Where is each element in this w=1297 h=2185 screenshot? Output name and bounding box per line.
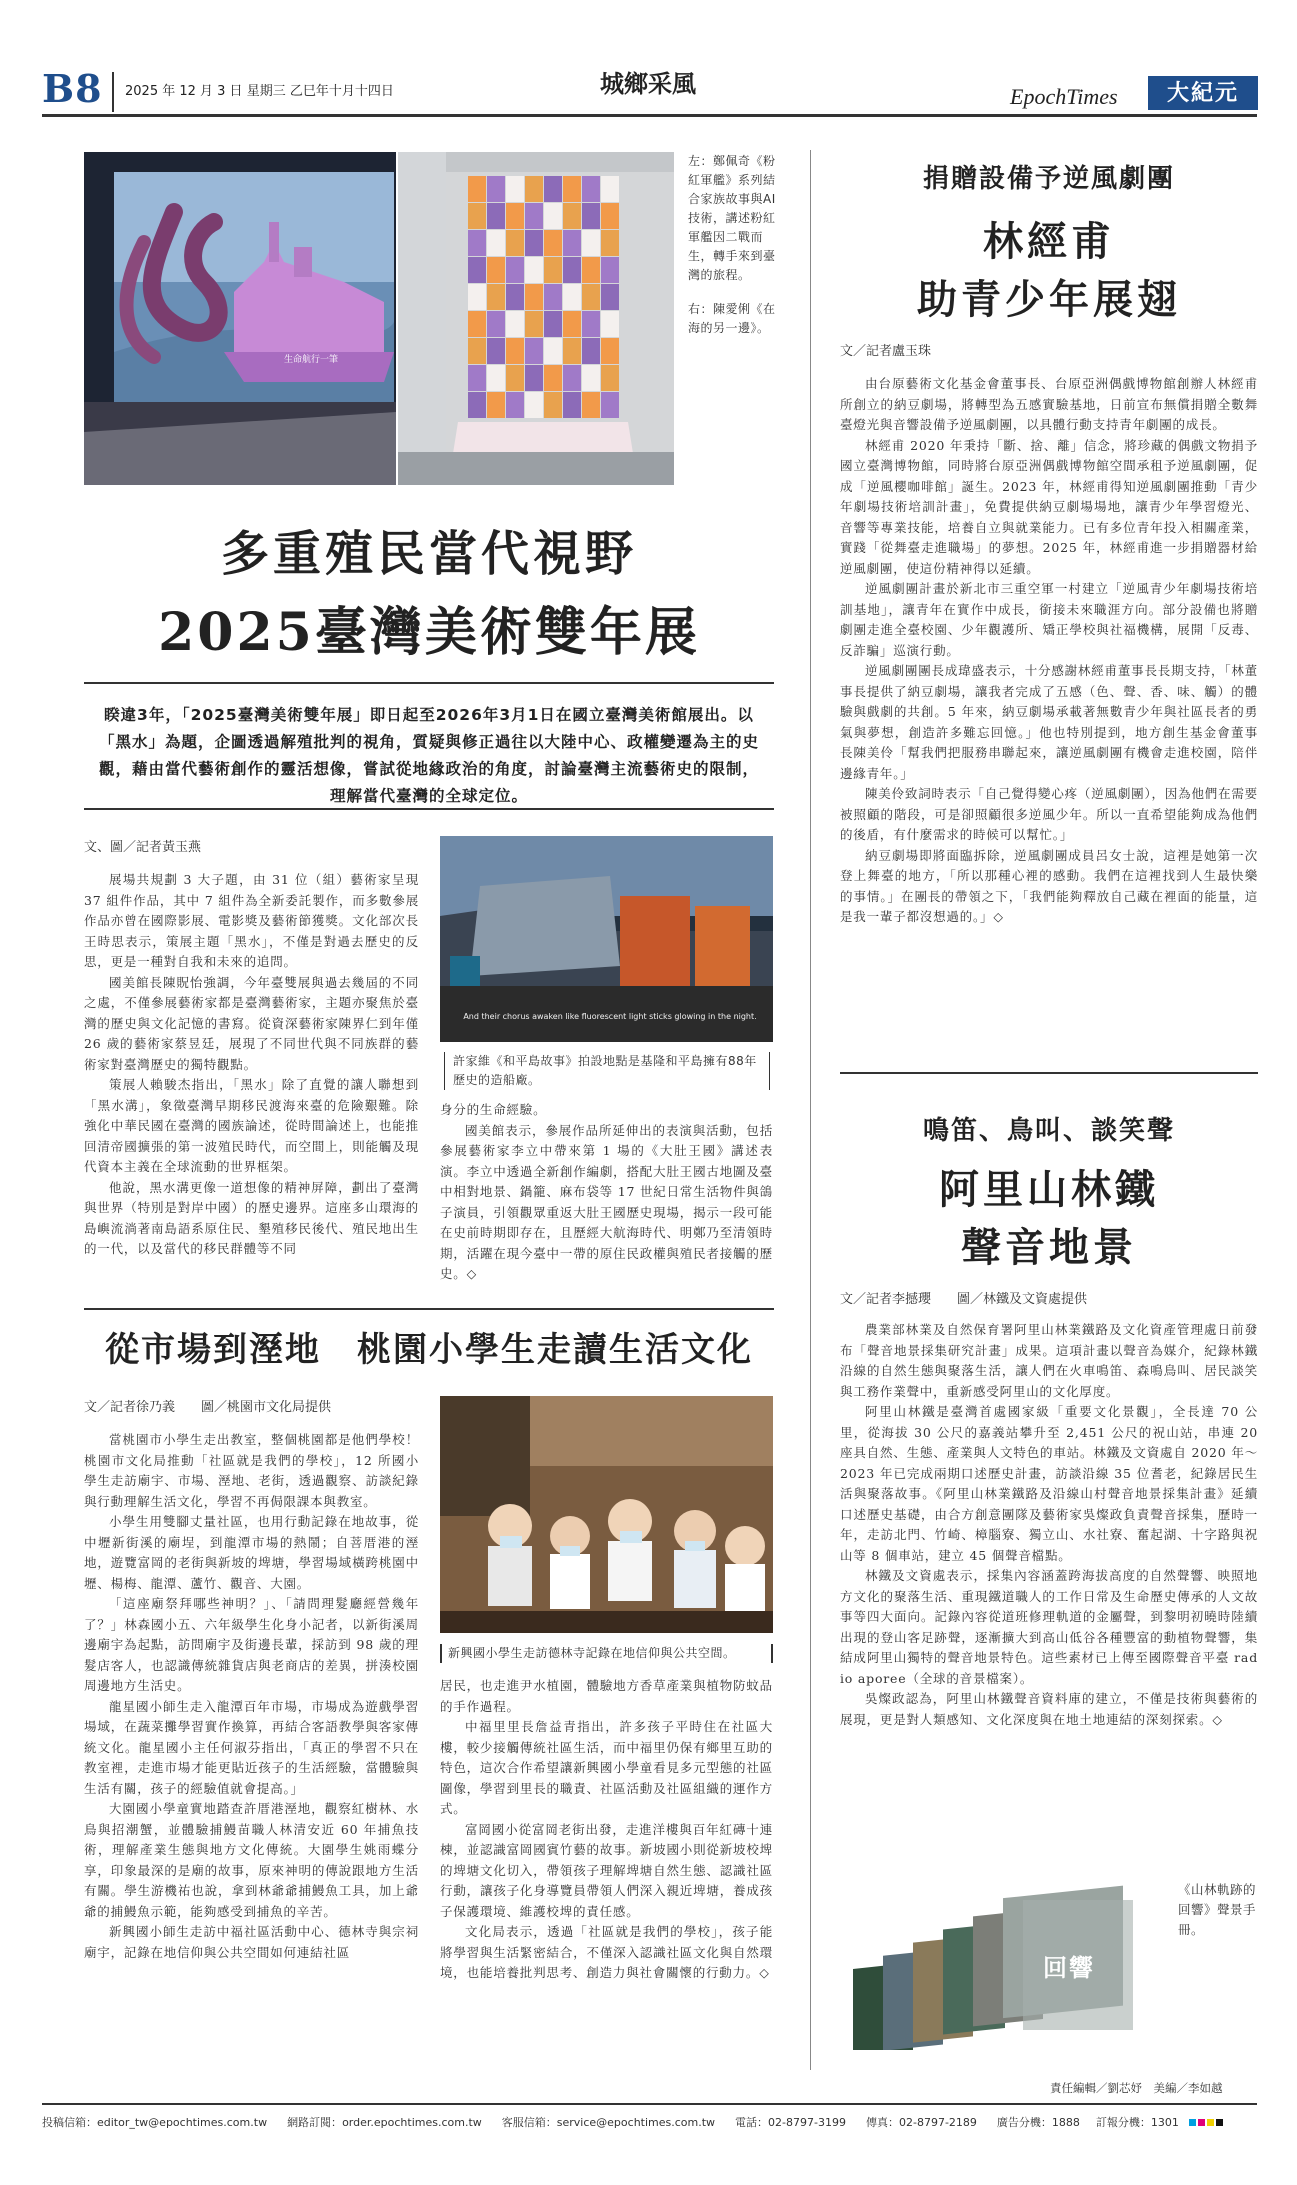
school-title: 從市場到溼地 桃園小學生走讀生活文化	[105, 1330, 753, 1370]
quilt-cell	[563, 203, 581, 229]
footer-service-label: 客服信箱：	[501, 2116, 557, 2129]
theater-title-line1: 林經甫	[983, 218, 1115, 265]
quilt-cell	[525, 230, 543, 256]
paragraph: 文化局表示，透過「社區就是我們的學校」，孩子能將學習與生活緊密結合，不僅深入認識社區文化與自然環境，也能培養批判思考、創造力與社會關懷的行動力。◇	[440, 1924, 773, 1980]
quilt-cell	[506, 311, 524, 337]
editor-credits: 責任編輯／劉芯妤 美編／李如越	[1050, 2081, 1223, 2095]
quilt-cell	[506, 257, 524, 283]
school-column-2	[440, 1676, 773, 1984]
quilt-cell	[487, 176, 505, 202]
quilt-cell	[601, 203, 619, 229]
quilt-cell	[506, 284, 524, 310]
quilt-cell	[506, 230, 524, 256]
paragraph: 林鐵及文資處表示，採集內容涵蓋跨海拔高度的自然聲響、映照地方文化的聚落生活、重現鐵道職人的工作日常及生命歷史傳承的人文故事等四大面向。記錄內容從道班修理軌道的金屬聲，到黎明初曉時陸續出現的登山客足跡聲，逐漸擴大到高山低谷各種豐富的動植物聲響，集結成阿里山獨特的聲音地景特色。這些素材已上傳至國際聲音平臺 radio aporee（全球的音景檔案）。	[840, 1568, 1258, 1686]
issue-date: 2025 年 12 月 3 日 星期三 乙巳年十月十四日	[125, 84, 394, 99]
quilt-cell	[468, 392, 486, 418]
photo-caption-left: 左：鄭佩奇《粉紅軍艦》系列結合家族故事與AI技術，講述粉紅軍艦因二戰而生，轉手來到臺灣的旅程。	[688, 154, 776, 282]
quilt-cell	[582, 392, 600, 418]
section-name: 城鄉采風	[600, 69, 696, 98]
paragraph: 策展人賴駿杰指出，「黑水」除了直覺的讓人聯想到「黑水溝」，象徵臺灣早期移民渡海來臺的危險艱難。除強化中華民國在臺灣的國族論述，從時間論述上，也能推回清帝國擴張的第一波殖民時代，而空間上，則能觸及現代資本主義在全球流動的世界框架。	[84, 1077, 419, 1174]
quilt-cell	[487, 392, 505, 418]
footer-fax: 02-8797-2189	[898, 2115, 977, 2129]
color-register-marks	[1189, 2119, 1223, 2126]
quilt-cell	[544, 176, 562, 202]
quilt-cell	[468, 365, 486, 391]
students-caption: 新興國小學生走訪德林寺記錄在地信仰與公共空間。	[440, 1644, 773, 1663]
quilt-cell	[525, 176, 543, 202]
paragraph: 身分的生命經驗。	[440, 1102, 547, 1117]
quilt-cell	[563, 176, 581, 202]
paragraph: 當桃園市小學生走出教室，整個桃園都是他們學校！桃園市文化局推動「社區就是我們的學校」，12 所國小學生走訪廟宇、市場、溼地、老街，透過觀察、訪談紀錄與行動理解生活文化，學習不再侷限課本與教室。	[84, 1432, 419, 1509]
quilt-cell	[601, 392, 619, 418]
quilt-cell	[582, 311, 600, 337]
quilt-cell	[525, 284, 543, 310]
paragraph: 農業部林業及自然保育署阿里山林業鐵路及文化資產管理處日前發布「聲音地景採集研究計畫」成果。這項計畫以聲音為媒介，紀錄林鐵沿線的自然生態與聚落生活，讓人們在火車鳴笛、森鳴鳥叫、居民談笑與工務作業聲中，重新感受阿里山的文化厚度。	[840, 1322, 1258, 1399]
quilt-cell	[563, 257, 581, 283]
quilt-cell	[544, 257, 562, 283]
quilt-cell	[544, 365, 562, 391]
railway-body	[840, 1320, 1258, 1730]
quilt-cell	[601, 284, 619, 310]
quilt-cell	[601, 257, 619, 283]
shipyard-subtitle: And their chorus awaken like fluorescent light sticks glowing in the night.	[463, 1012, 757, 1021]
footer-rule	[42, 2103, 1257, 2105]
header-divider	[112, 72, 114, 112]
quilt-cell	[487, 230, 505, 256]
footer-order-label: 網路訂閱：	[287, 2116, 343, 2129]
art-byline: 文、圖／記者黃玉燕	[84, 840, 202, 855]
quilt-cell	[544, 203, 562, 229]
quilt-cell	[468, 203, 486, 229]
quilt-cell	[487, 365, 505, 391]
quilt-cell	[601, 230, 619, 256]
quilt-cell	[468, 284, 486, 310]
paragraph: 新興國小師生走訪中福社區活動中心、德林寺與宗祠廟宇，記錄在地信仰與公共空間如何連結社區	[84, 1924, 419, 1960]
paragraph: 由台原藝術文化基金會董事長、台原亞洲偶戲博物館創辦人林經甫所創立的納豆劇場，將轉型為五感實驗基地，日前宣布無償捐贈全數舞臺燈光與音響設備予逆風劇團，以具體行動支持青年劇團的成長。	[840, 376, 1258, 432]
quilt-cell	[544, 230, 562, 256]
quilt-cell	[525, 257, 543, 283]
footer-ad-label: 廣告分機：	[996, 2116, 1052, 2129]
quilt-cell	[582, 257, 600, 283]
paragraph: 逆風劇團團長成瑋盛表示，十分感謝林經甫董事長長期支持，「林董事長提供了納豆劇場，讓我者完成了五感（色、聲、香、味、觸）的體驗與戲劇的共創。5 年來，納豆劇場承載著無數青少年與社區長者的勇氣與夢想，創造許多難忘回憶。」他也特別提到，地方創生基金會董事長陳美伶「幫我們把服務串聯起來，讓逆風劇團有機會走進校園，陪伴邊緣青年。」	[840, 663, 1258, 781]
footer-ad-ext: 1888	[1051, 2115, 1080, 2129]
quilt-cell	[601, 176, 619, 202]
quilt-cell	[544, 311, 562, 337]
quilt-cell	[487, 257, 505, 283]
quilt-cell	[544, 284, 562, 310]
quilt-cell	[506, 365, 524, 391]
quilt-cell	[563, 338, 581, 364]
quilt-cell	[563, 365, 581, 391]
brand-logo: 大紀元	[1148, 76, 1258, 110]
quilt-cell	[468, 176, 486, 202]
paragraph: 大園國小學童實地踏查許厝港溼地，觀察紅樹林、水鳥與招潮蟹，並體驗捕鰻苗職人林清安近 60 年捕魚技術，理解產業生態與地方文化傳統。大園學生姚雨蝶分享，印象最深的是廟的故事，原來神明的傳說跟地方生活有關。學生游機祐也說，拿到林爺爺捕鰻魚工具，加上爺爺的捕鰻魚示範，能夠感受到捕魚的辛苦。	[84, 1801, 419, 1919]
paragraph: 阿里山林鐵是臺灣首處國家級「重要文化景觀」，全長達 70 公里，從海拔 30 公尺的嘉義站攀升至 2,451 公尺的祝山站，串連 20 座具自然、生態、產業與人文特色的車站。林鐵及文資處自 2020 年〜2023 年已完成兩期口述歷史計畫，訪談沿線 35 位耆老，紀錄居民生活與聚落故事。《阿里山林業鐵路及沿線山村聲音地景採集計畫》延續口述歷史基礎，由合方創意團隊及藝術家吳燦政負責聲音採集，歷時一年，走訪北門、竹崎、樟腦寮、獨立山、水社寮、奮起湖、十字路與祝山等 8 個車站，建立 45 個聲音檔點。	[840, 1404, 1258, 1563]
book-caption: 《山林軌跡的回響》聲景手冊。	[1178, 1882, 1257, 1937]
paragraph: 他說，黑水溝更像一道想像的精神屏障，劃出了臺灣與世界（特別是對岸中國）的歷史邊界。這座多山環海的島嶼流淌著南島語系原住民、墾殖移民後代、殖民地出生的一代，以及當代的移民群體等不同	[84, 1179, 419, 1256]
paragraph: 陳美伶致詞時表示「自己覺得變心疼（逆風劇團），因為他們在需要被照顧的階段，可是卻照顧很多逆風少年。所以一直希望能夠成為他們的後盾，有什麼需求的時候可以幫忙。」	[840, 786, 1258, 842]
quilt-cell	[563, 230, 581, 256]
lead-box	[84, 682, 774, 810]
paragraph: 納豆劇場即將面臨拆除，逆風劇團成員呂女士說，這裡是她第一次登上舞臺的地方，「所以那種心裡的感動。我們在這裡找到人生最快樂的事情。」在團長的帶領之下，「我們能夠釋放自己藏在裡面的能量，這是我一輩子都沒想過的。」◇	[840, 847, 1258, 924]
quilt-cell	[582, 338, 600, 364]
quilt-cell	[601, 365, 619, 391]
students-photo	[440, 1396, 773, 1633]
quilt-cell	[563, 284, 581, 310]
quilt-cell	[468, 257, 486, 283]
school-column-1	[84, 1430, 419, 1963]
theater-kicker: 捐贈設備予逆風劇團	[922, 164, 1175, 194]
photo-caption-right: 右：陳愛俐《在海的另一邊》。	[688, 302, 776, 335]
art-column-1	[84, 870, 419, 1260]
fabric-installation-photo	[398, 152, 674, 485]
quilt-cell	[506, 176, 524, 202]
header-rule	[42, 114, 1257, 117]
railway-title-line1: 阿里山林鐵	[939, 1166, 1159, 1213]
quilt-cell	[601, 338, 619, 364]
footer-sub-label: 訂報分機：	[1095, 2116, 1151, 2129]
quilt-cell	[487, 284, 505, 310]
footer-tip-label: 投稿信箱：	[42, 2116, 97, 2129]
article-title-line1: 多重殖民當代視野	[220, 526, 637, 582]
quilt-cell	[468, 338, 486, 364]
theater-title-line2: 助青少年展翅	[917, 276, 1181, 323]
paragraph: 國美館長陳貺怡強調，今年臺雙展與過去幾屆的不同之處，不僅參展藝術家都是臺灣藝術家，主題亦聚焦於臺灣的歷史與文化記憶的書寫。從資深藝術家陳界仁到年僅 26 歲的藝術家蔡昱廷，展現了不同世代與不同族群的藝術家對臺灣歷史的獨特觀點。	[84, 974, 419, 1072]
shipyard-caption: 許家維《和平島故事》拍設地點是基隆和平島擁有88年歷史的造船廠。	[444, 1052, 770, 1090]
paragraph: 「這座廟祭拜哪些神明？」、「請問理髮廳經營幾年了？」林森國小五、六年級學生化身小記者，以新街溪周邊廟宇為起點，訪問廟宇及街邊長輩，採訪到 98 歲的理髮店客人，也認識傳統雜貨店與老商店的差異，拼湊校園周邊地方生活史。	[84, 1596, 419, 1693]
quilt-cell	[506, 203, 524, 229]
column-divider	[810, 150, 811, 2070]
quilt-cell	[468, 230, 486, 256]
school-byline: 文／記者徐乃義 圖／桃園市文化局提供	[84, 1400, 332, 1415]
quilt-cell	[487, 311, 505, 337]
footer-tel-label: 電話：	[735, 2116, 769, 2129]
article-title-line2: 2025臺灣美術雙年展	[158, 602, 700, 663]
paragraph: 居民，也走進尹水植園，體驗地方香草產業與植物防蚊品的手作過程。	[440, 1678, 773, 1714]
footer-tel: 02-8797-3199	[768, 2115, 846, 2129]
quilt-cell	[525, 365, 543, 391]
footer-bar	[42, 2112, 1257, 2132]
footer-sub-ext: 1301	[1150, 2115, 1179, 2129]
quilt-cell	[544, 392, 562, 418]
quilt-cell	[487, 338, 505, 364]
quilt-cell	[506, 392, 524, 418]
footer-fax-label: 傳真：	[865, 2116, 899, 2129]
shipyard-photo	[440, 836, 773, 1042]
page-number: B8	[42, 66, 103, 111]
quilt-cell	[563, 311, 581, 337]
art-column-2	[440, 1100, 773, 1285]
lead-text: 睽違3年，「2025臺灣美術雙年展」即日起至2026年3月1日在國立臺灣美術館展出。以「黑水」為題，企圖透過解殖批判的視角，質疑與修正過往以大陸中心、政權變遷為主的史觀，藉由當代藝術創作的靈活想像，嘗試從地緣政治的角度，討論臺灣主流藝術史的限制，理解當代臺灣的全球定位。	[98, 706, 759, 805]
quilt-cell	[582, 284, 600, 310]
railway-title-line2: 聲音地景	[961, 1224, 1137, 1271]
section-rule	[840, 1072, 1258, 1074]
quilt-cell	[525, 203, 543, 229]
footer-order-link[interactable]: order.epochtimes.com.tw	[342, 2115, 482, 2129]
paragraph: 中福里里長詹益青指出，許多孩子平時住在社區大樓，較少接觸傳統社區生活，而中福里仍保有鄉里互助的特色，這次合作希望讓新興國小學童看見多元型態的社區圖像，學習到里長的職責、社區活動及社區組織的運作方式。	[440, 1719, 773, 1816]
quilt-cell	[544, 338, 562, 364]
ship-caption-text: 生命航行一筆	[284, 355, 339, 365]
theater-body	[840, 374, 1258, 928]
paragraph: 林經甫 2020 年秉持「斷、捨、離」信念，將珍藏的偶戲文物捐予國立臺灣博物館，同時將台原亞洲偶戲博物館空間承租予逆風劇團，促成「逆風櫻咖啡館」誕生。2023 年，林經甫得知逆風劇團推動「青少年劇場技術培訓計畫」，免費提供納豆劇場場地，讓青少年學習燈光、音響等專業技能，培養自立與就業能力。已有多位青年投入相關產業，實踐「從舞臺走進職場」的夢想。2025 年，林經甫進一步捐贈器材給逆風劇團，使這份精神得以延續。	[840, 437, 1258, 576]
footer-service-email[interactable]: service@epochtimes.com.tw	[556, 2115, 716, 2129]
quilt-cell	[601, 311, 619, 337]
quilt-cell	[582, 365, 600, 391]
book-photo	[843, 1860, 1173, 2050]
railway-byline: 文／記者李撼瓔 圖／林鐵及文資處提供	[840, 1292, 1088, 1307]
section-rule	[84, 1308, 774, 1310]
quilt-cell	[487, 203, 505, 229]
quilt-cell	[563, 392, 581, 418]
quilt-cell	[582, 176, 600, 202]
paragraph: 逆風劇團計畫於新北市三重空軍一村建立「逆風青少年劇場技術培訓基地」，讓青年在實作中成長，銜接未來職涯方向。部分設備也將贈劇團走進全臺校園、少年觀護所、矯正學校與社福機構，展開「反毒、反詐騙」巡演行動。	[840, 581, 1258, 658]
paragraph: 國美館表示，參展作品所延伸出的表演與活動，包括參展藝術家李立中帶來第 1 場的《大肚王國》講述表演。李立中透過全新創作編劇，搭配大肚王國古地圖及臺中相對地景、鍋籠、麻布袋等 17 世紀日常生活物件與鴿子演員，引領觀眾重返大肚王國歷史現場，揭示一段可能在史前時期即存在，且歷經大航海時代、明鄭乃至清領時期，活躍在現今臺中一帶的原住民政權與殖民者接觸的歷史。◇	[440, 1122, 773, 1281]
paragraph: 小學生用雙腳丈量社區，也用行動記錄在地故事，從中壢新街溪的廟埕，到龍潭市場的熱鬧；自菩厝港的溼地，遊覽富岡的老街與新坡的埤塘，學習場域橫跨桃園中壢、楊梅、龍潭、蘆竹、觀音、大園。	[84, 1514, 419, 1591]
footer-tip-email[interactable]: editor_tw@epochtimes.com.tw	[97, 2115, 268, 2129]
brand-name: EpochTimes	[1010, 84, 1118, 109]
quilt-cell	[525, 338, 543, 364]
paragraph: 展場共規劃 3 大子題，由 31 位（組）藝術家呈現 37 組件作品，其中 7 組件為全新委託製作，而多數參展作品亦曾在國際影展、電影獎及藝術節獲獎。文化部次長王時思表示，策展主題「黑水」，不僅是對過去歷史的反思，更是一種對自我和未來的追問。	[84, 872, 419, 969]
battleship-photo	[84, 152, 396, 485]
quilt-cell	[525, 311, 543, 337]
quilt-cell	[525, 392, 543, 418]
quilt-cell	[506, 338, 524, 364]
quilt-cell	[582, 203, 600, 229]
theater-byline: 文／記者盧玉珠	[840, 344, 932, 359]
railway-kicker: 鳴笛、鳥叫、談笑聲	[922, 1116, 1175, 1146]
quilt-cell	[468, 311, 486, 337]
book-cover-title: 回響	[1043, 1953, 1095, 1982]
paragraph: 龍星國小師生走入龍潭百年市場，市場成為遊戲學習場域，在蔬菜攤學習實作換算，再結合客語教學與客家傳統文化。龍星國小主任何淑芬指出，「真正的學習不只在教室裡，走進市場才能更貼近孩子的生活經驗，當體驗與生活有關，孩子的經驗值就會提高。」	[84, 1698, 419, 1796]
quilt-cell	[582, 230, 600, 256]
paragraph: 富岡國小從富岡老街出發，走進洋樓與百年紅磚十連棟，並認識富岡國賓竹藝的故事。新坡國小則從新坡校埤的埤塘文化切入，帶領孩子理解埤塘自然生態、認識社區行動，讓孩子化身導覽員帶領人們深入親近埤塘，養成孩子保護環境、維護校埤的責任感。	[440, 1821, 773, 1919]
paragraph: 吳燦政認為，阿里山林鐵聲音資料庫的建立，不僅是技術與藝術的展現，更是對人類感知、文化深度與在地土地連結的深刻探索。◇	[840, 1691, 1258, 1727]
